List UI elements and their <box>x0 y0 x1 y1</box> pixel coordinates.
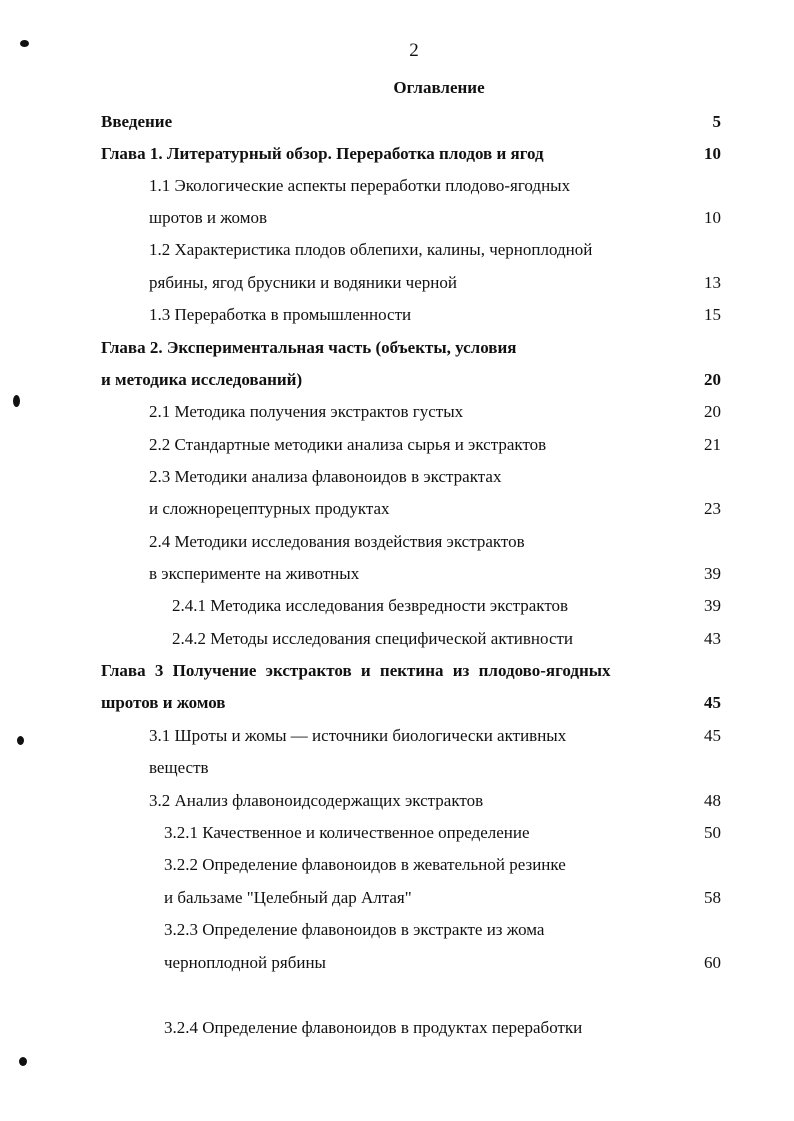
toc-page-2-1: 20 <box>704 402 721 421</box>
toc-entry-3-2-3: 3.2.3 Определение флавоноидов в экстракте из жома <box>164 920 545 939</box>
toc-entry-3-2-2-cont: и бальзаме "Целебный дар Алтая" <box>164 888 412 907</box>
toc-page-2-4: 39 <box>704 564 721 583</box>
toc-page-introduction: 5 <box>712 112 721 131</box>
toc-page-3-2-3: 60 <box>704 953 721 972</box>
toc-entry-1-2: 1.2 Характеристика плодов облепихи, калины, черноплодной <box>149 240 593 259</box>
toc-entry-3-2-2: 3.2.2 Определение флавоноидов в жевательной резинке <box>164 855 566 874</box>
punch-hole-mark <box>17 736 24 745</box>
toc-page-3-2-1: 50 <box>704 823 721 842</box>
toc-page-3-2-2: 58 <box>704 888 721 907</box>
toc-page-chapter-1: 10 <box>704 144 721 163</box>
toc-page-1-2: 13 <box>704 273 721 292</box>
toc-entry-1-3: 1.3 Переработка в промышленности <box>149 305 412 324</box>
toc-entry-chapter-2-cont: и методика исследований) <box>101 370 303 389</box>
toc-page-3-2: 48 <box>704 791 721 810</box>
toc-entry-2-4-cont: в эксперименте на животных <box>149 564 360 583</box>
toc-page-2-4-1: 39 <box>704 596 721 615</box>
page-number: 2 <box>409 40 419 61</box>
toc-page-chapter-3: 45 <box>704 693 721 712</box>
toc-page-2-3: 23 <box>704 499 721 518</box>
toc-page-2-2: 21 <box>704 435 721 454</box>
toc-entry-3-2-3-cont: черноплодной рябины <box>164 953 326 972</box>
toc-page-3-1: 45 <box>704 726 721 745</box>
toc-entry-1-1: 1.1 Экологические аспекты переработки плодово-ягодных <box>149 176 571 195</box>
toc-entry-2-4-2: 2.4.2 Методы исследования специфической активности <box>172 629 574 648</box>
toc-entry-2-4-1: 2.4.1 Методика исследования безвредности экстрактов <box>172 596 569 615</box>
toc-entry-2-3: 2.3 Методики анализа флавоноидов в экстрактах <box>149 467 502 486</box>
toc-entry-chapter-1: Глава 1. Литературный обзор. Переработка плодов и ягод <box>101 144 544 163</box>
toc-entry-2-4: 2.4 Методики исследования воздействия экстрактов <box>149 532 525 551</box>
toc-entry-chapter-3: Глава 3 Получение экстрактов и пектина из плодово-ягодных <box>101 661 611 680</box>
toc-entry-3-1: 3.1 Шроты и жомы — источники биологически активных <box>149 726 567 745</box>
toc-entry-3-2-4: 3.2.4 Определение флавоноидов в продуктах переработки <box>164 1018 583 1037</box>
toc-entry-1-1-cont: шротов и жомов <box>149 208 267 227</box>
toc-entry-2-2: 2.2 Стандартные методики анализа сырья и экстрактов <box>149 435 547 454</box>
punch-hole-mark <box>20 40 29 47</box>
toc-page-2-4-2: 43 <box>704 629 721 648</box>
toc-entry-3-2: 3.2 Анализ флавоноидсодержащих экстрактов <box>149 791 484 810</box>
toc-title: Оглавление <box>393 78 485 97</box>
punch-hole-mark <box>13 395 20 407</box>
toc-entry-chapter-2: Глава 2. Экспериментальная часть (объекты, условия <box>101 338 517 357</box>
toc-entry-introduction: Введение <box>101 112 173 131</box>
toc-entry-3-2-1: 3.2.1 Качественное и количественное определение <box>164 823 530 842</box>
toc-entry-2-1: 2.1 Методика получения экстрактов густых <box>149 402 464 421</box>
toc-entry-2-3-cont: и сложнорецептурных продуктах <box>149 499 390 518</box>
toc-page-chapter-2: 20 <box>704 370 721 389</box>
toc-entry-3-1-cont: веществ <box>149 758 209 777</box>
punch-hole-mark <box>19 1057 27 1066</box>
toc-entry-chapter-3-cont: шротов и жомов <box>101 693 226 712</box>
toc-page-1-1: 10 <box>704 208 721 227</box>
toc-entry-1-2-cont: рябины, ягод брусники и водяники черной <box>149 273 457 292</box>
toc-page-1-3: 15 <box>704 305 721 324</box>
